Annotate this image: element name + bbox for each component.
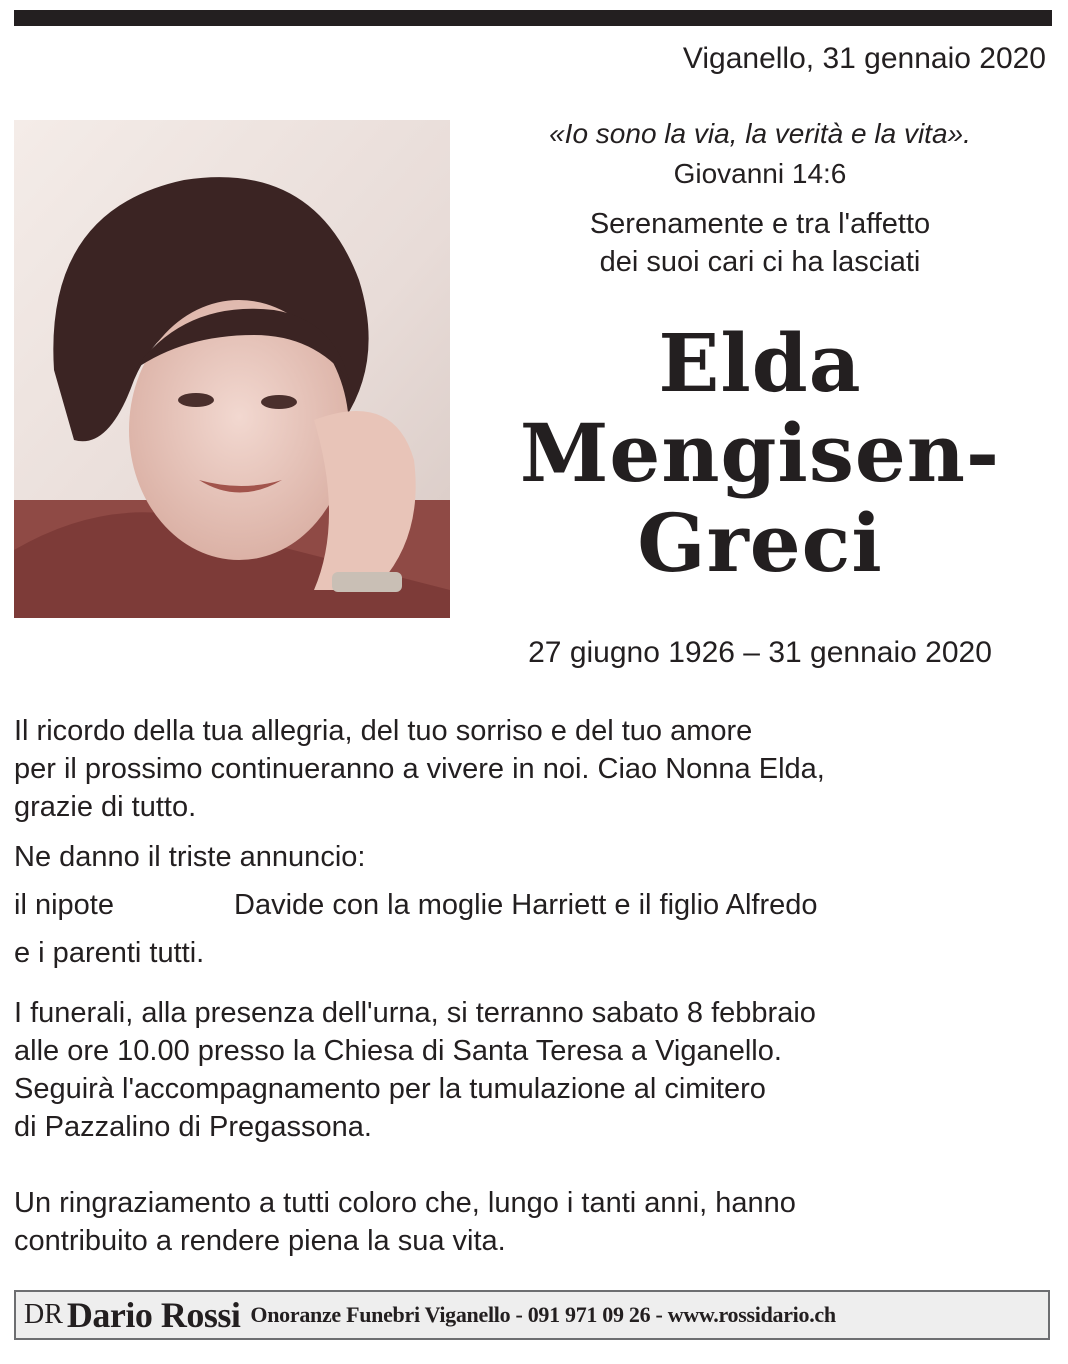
funeral-line-4: di Pazzalino di Pregassona.: [14, 1111, 372, 1143]
epigraph-source: Giovanni 14:6: [673, 158, 847, 189]
portrait-photo: [14, 120, 450, 618]
name-line-2: Mengisen-: [519, 406, 1001, 500]
funeral-home-name: Dario Rossi: [66, 1295, 241, 1335]
epigraph-quote: «Io sono la via, la verità e la vita».: [549, 118, 971, 149]
relative-role: il nipote: [14, 889, 114, 921]
funeral-home-footer: [14, 1290, 1050, 1340]
memory-line-1: Il ricordo della tua allegria, del tuo sorriso e del tuo amore: [14, 715, 753, 747]
deceased-name: [470, 318, 1050, 588]
funeral-line-1: I funerali, alla presenza dell'urna, si terranno sabato 8 febbraio: [14, 997, 816, 1029]
relatives-row: [14, 886, 818, 924]
thanks-paragraph: [14, 1184, 1014, 1260]
relative-names: Davide con la moglie Harriett e il figlio Alfredo: [234, 889, 818, 921]
memory-paragraph: [14, 712, 1014, 826]
life-dates: 27 giugno 1926 – 31 gennaio 2020: [528, 636, 992, 669]
funeral-paragraph: [14, 994, 1014, 1146]
thanks-line-1: Un ringraziamento a tutti coloro che, lungo i tanti anni, hanno: [14, 1187, 796, 1219]
thanks-line-2: contribuito a rendere piena la sua vita.: [14, 1225, 506, 1257]
funeral-line-3: Seguirà l'accompagnamento per la tumulazione al cimitero: [14, 1073, 766, 1105]
place-date: Viganello, 31 gennaio 2020: [682, 42, 1046, 75]
funeral-home-contact: Onoranze Funebri Viganello - 091 971 09 26 - www.rossidario.ch: [250, 1302, 836, 1327]
memory-line-2: per il prossimo continueranno a vivere in noi. Ciao Nonna Elda,: [14, 753, 825, 785]
announcement-line: Ne danno il triste annuncio:: [14, 841, 366, 873]
other-relatives: e i parenti tutti.: [14, 937, 205, 969]
intro-line-2: dei suoi cari ci ha lasciati: [599, 246, 921, 278]
memory-line-3: grazie di tutto.: [14, 791, 197, 823]
intro-text: [470, 205, 1050, 281]
top-rule: [14, 10, 1052, 26]
name-line-3: Greci: [637, 496, 883, 590]
funeral-home-logo: DR: [24, 1299, 63, 1330]
intro-line-1: Serenamente e tra l'affetto: [589, 208, 931, 240]
funeral-line-2: alle ore 10.00 presso la Chiesa di Santa Teresa a Viganello.: [14, 1035, 782, 1067]
name-line-1: Elda: [658, 316, 862, 410]
